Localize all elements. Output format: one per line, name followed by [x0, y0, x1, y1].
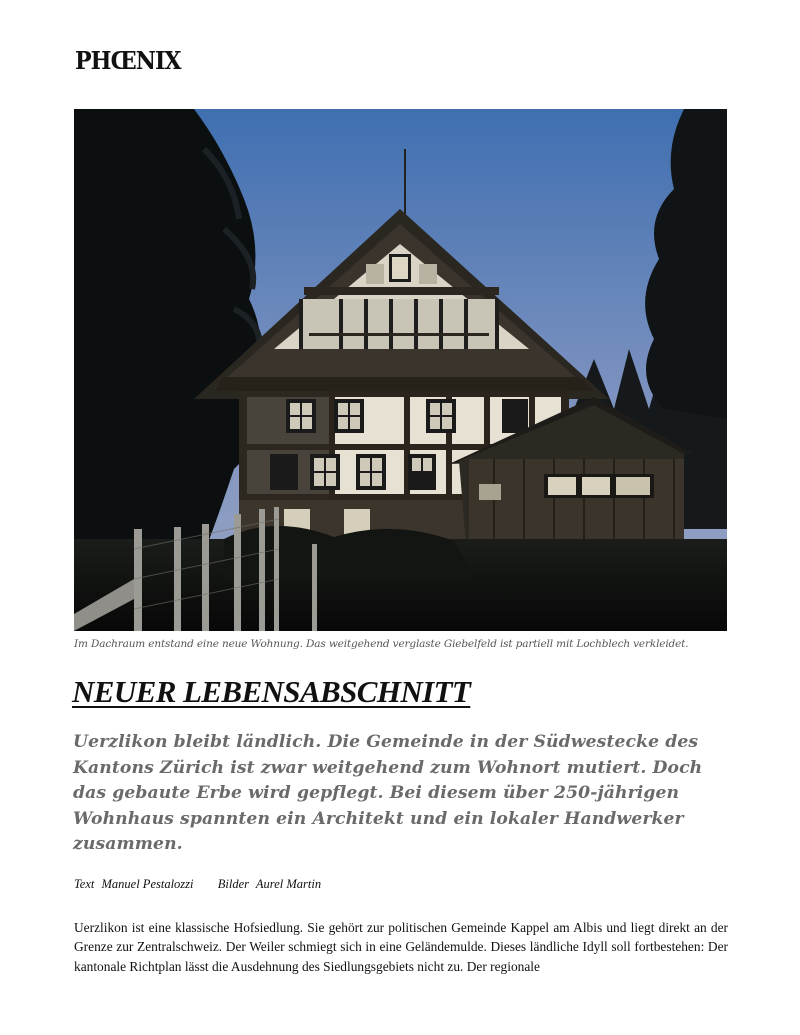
photo-caption: Im Dachraum entstand eine neue Wohnung. Das weitgehend verglaste Giebelfeld ist partiell mit Lochblech verkleidet.: [74, 638, 689, 650]
credits-images-author: Aurel Martin: [255, 877, 322, 891]
article-headline: NEUER LEBENSABSCHNITT: [72, 674, 471, 709]
article-body: Uerzlikon ist eine klassische Hofsiedlung. Sie gehört zur politischen Gemeinde Kappel am Albis und liegt direkt an der Grenze zur Zentralschweiz. Der Weiler schmiegt sich in eine Geländemulde. Dieses ländliche Idyll soll fortbestehen: Der kantonale Richtplan lässt die Ausdehnung des Siedlungsgebiets nicht zu. Der regionale: [74, 920, 728, 974]
credits-images-label: Bilder: [217, 877, 250, 891]
feature-photo: [74, 109, 727, 631]
credits-text-author: Manuel Pestalozzi: [101, 877, 194, 891]
credits-text-label: Text: [74, 877, 95, 891]
magazine-logo: PHŒNIX: [75, 46, 181, 75]
farmhouse-photo-illustration: [74, 109, 727, 631]
article-lead: Uerzlikon bleibt ländlich. Die Gemeinde in der Südwestecke des Kantons Zürich ist zwar weitgehend zum Wohnort mutiert. Doch das gebaute Erbe wird gepflegt. Bei diesem über 250-jährigen Wohnhaus spannten ein Architekt und ein lokaler Handwerker zusammen.: [73, 732, 703, 854]
article-credits: [74, 877, 325, 892]
